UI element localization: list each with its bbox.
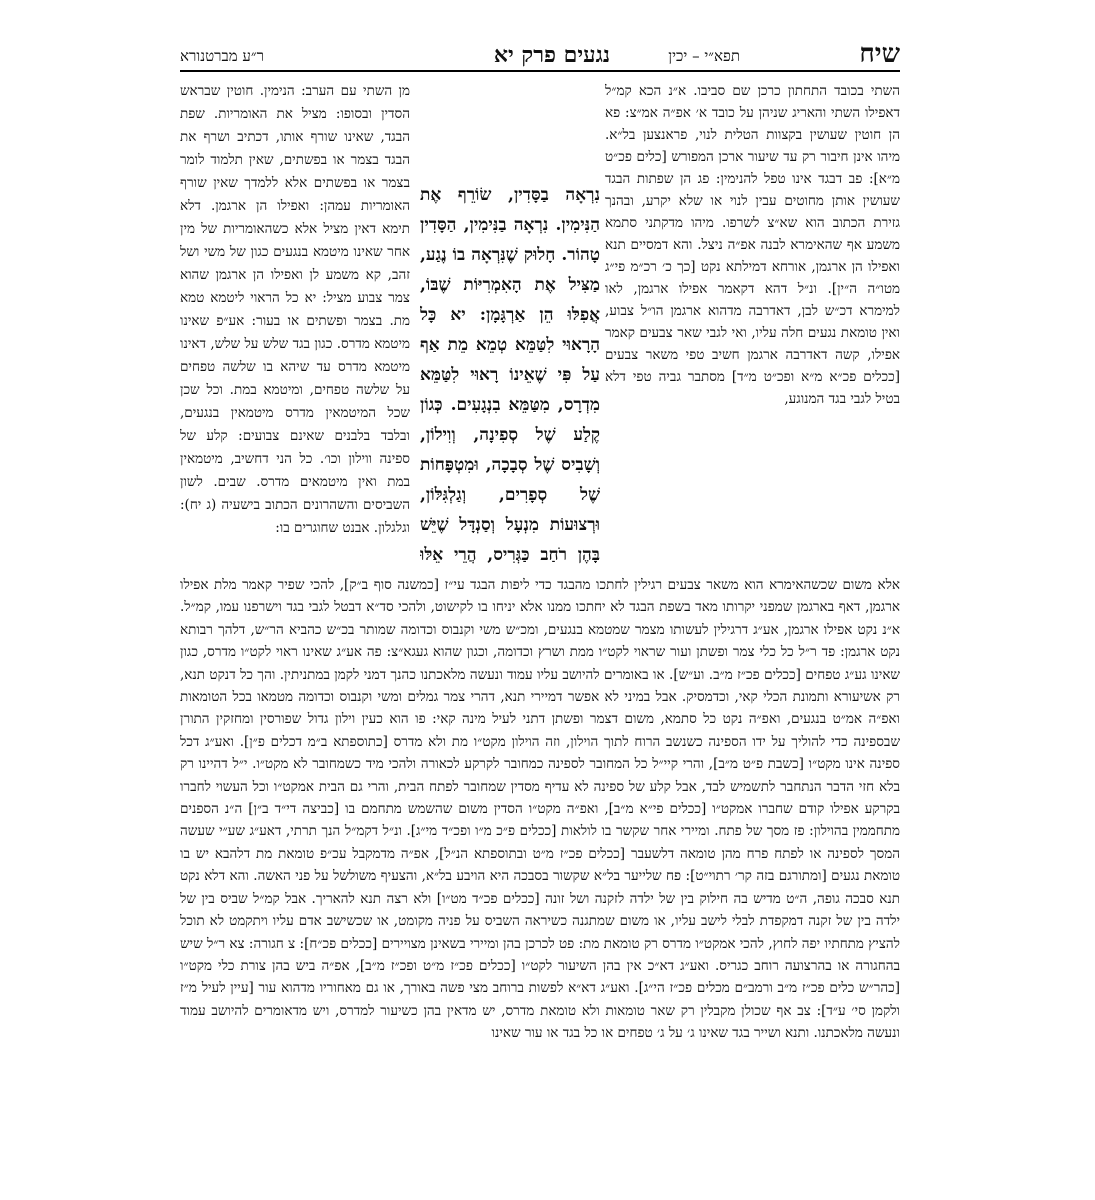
mishna-column [420,180,600,570]
running-header [180,36,900,72]
tiferet-bottom-text: אלא משום שכשהאימרא הוא משאר צבעים רגילין לחתכו מהבגד כדי ליפות הבגד עי״ז [כמשנה סוף ב״ק], להכי שפיר קאמר מלת אפילו ארגמן, דאף בארגמן שמפני יקרותו מאד בשפת הבגד לא יחתכו ממנו אלא יניחו בו לקישוט, ולהכי סד״א דבטל לגבי בגד וישרפנו עמו, קמ״ל. א״נ נקט אפילו ארגמן, אע״ג דרגילין לעשותו מצמר שמטמא בנגעים, ומכ״ש משי וקנבוס וכדומה שמותר בכ״ש כהביא הר״ש, דלהך רבותא נקט ארגמן: פד ר״ל כל כלי צמר ופשתן ועור שראוי לקט״ו ממת ושרץ וכדומה, וכגון שהוא געגא״צ: פה אע״ג שאינו ראוי לקט״ו מדרס, כגון שאינו גע״ג טפחים [ככלים פכ״ז מ״ב. וע״ש]. או באומרים להיושב עליו עמוד ונעשה מלאכתנו כהנך דמני לקמן במתניתין. והך כל דנקט תנא, רק אשיעורא ותמונת הכלי קאי, וכדמסיק. אבל במיני לא אפשר דמיירי תנא, דהרי צמר גמלים ומשי וקנבוס וכדומה מטמאו בכל הטומאות ואפ״ה אמ״ט בנגעים, ואפ״ה נקט כל סתמא, משום דצמר ופשתן דתני לעיל מינה קאי: פו הוא כעין וילון גדול שפורסין ומחזקין התורן שבספינה כדי להוליך על ידו הספינה כשנשב הרוח לתוך הוילון, וזה הוילון מקט״ו מת ולא מדרס [כתוספתא ב״מ דכלים פ״ן]. ואע״ג דכל ספינה אינו מקט״ו [כשבת פ״ט מ״ב], והרי קיי״ל כל המחובר לספינה כמחובר לקרקע לכאורה ולהכי מיד כשמחובר לא מקט״ו. י״ל דהיינו רק בלא חזי הדבר הנתחבר לתשמיש לבד, אבל קלע של ספינה לא עדיף מסדין שמחובר לפתח הבית, והרי גם הבית אמקט״ו וכל העשוי לחברו בקרקע אפילו קודם שחברו אמקט״ו [ככלים פי״א מ״ב], ואפ״ה מקט״ו הסדין משום שהשמש מתחמם בו [כביצה די״ד ב״ן] ה״נ הספנים מתחממין בהוילון: פז מסך של פתח. ומיירי אחר שקשר בו לולאות [ככלים פ״כ מ״ו ופכ״ד מי״ג]. ונ״ל דקמ״ל הנך תרתי, דאע״ג שע״י שעשה המסך לספינה או לפתח פרח מהן טומאה דלשעבר [ככלים פכ״ז מ״ט ובתוספתא הנ״ל], אפ״ה מדמקבל עכ״פ טומאת מת דלהבא יש בו טומאת נגעים [ומתורגם בזה קר׳ רתוי״ט]: פח שלייער בל״א שקשור בסבכה היא הויבע בל״א, והצעיף משולשל על פני האשה. והא דלא נקט תנא סבכה גופה, ה״ט מדיש בה חילוק בין של ילדה לזקנה ושל זונה [ככלים פכ״ד מט״ו] ולא רצה תנא להאריך. אבל קמ״ל שביס בין של ילדה בין של זקנה דמקפדת לבלי לישב עליו, או משום שמתגנה כשיראה השביס על פניה מקומט, או שכשישב אדם עליו ויתקמט לא תוכל להציץ מתחתיו יפה לחוץ, להכי אמקט״ו מדרס רק טומאת מת: פט לכרכן בהן ומיירי בשאינן מצויירים [ככלים פכ״ח]: צ חגורה: צא ר״ל שיש בהחגורה או בהרצועה רוחב כגריס. ואע״ג דא״כ אין בהן השיעור לקט״ו [ככלים פכ״ז מ״ט ופכ״ז מ״ב], אפ״ה ביש בהן צורת כלי מקט״ו [כהר״ש כלים פכ״ז מ״ב ורמב״ם מכלים פכ״ז הי״ג]. ואע״ג דא״א לפשות ברוחב מצי פשה באורך, או גם מאחוריו מדהוא עור [עיין לעיל מ״ז ולקמן סי׳ ע״ד]: צב אף שכולן מקבלין רק שאר טומאות ולא טומאת מדרס, יש מדאין בהן כשיעור למדרס, ויש מדאומרים להיושב עמוד ונעשה מלאכתנו. ותנא ושייר בגד שאינו ג׳ על ג׳ טפחים או כל בגד או עור שאינו [180,577,900,1042]
commentary-range: תפא״י – יכין [668,47,740,65]
bartenura-column [180,80,410,580]
tiferet-top-text: השתי בכובד התחתון כרכן שם סביבו. א״נ הכא קמ״ל דאפילו השתי והאריג שניהן על כובד א׳ אפ״ה אמ״צ: פא הן חוטין שעושין בקצוות הטלית לנוי, פראנצען בל״א. מיהו אינן חיבור רק עד שיעור ארכן המפורש [כלים פכ״ט מ״א]: פב דבגד אינו טפל להנימין: פג הן שפתות הבגד שעושין אותן מחוטים עבין לנוי או שלא יקרע, ובהנך גזירת הכתוב הוא שא״צ לשרפו. מיהו מדקתני סתמא משמע אף שהאימרא לבנה אפ״ה ניצל. והא דמסיים תנא ואפילו הן ארגמן, אורחא דמילתא נקט [כך כ׳ רכ״מ פי״ג מטו״ה ה״ין]. ונ״ל דהא דקאמר אפילו ארגמן, לאו למימרא דכ״ש לבן, דאדרבה מדהוא ארגמן הו״ל צבוע, ואין טומאת נגעים חלה עליו, ואי לגבי שאר צבעים קאמר אפילו, קשה דאדרבה ארגמן חשיב טפי משאר צבעים [ככלים פכ״א מ״א ופכ״ט מ״ד] מסתבר גביה טפי דלא בטיל לגבי בגד המנוגע, [605,83,900,407]
tiferet-yisrael-bottom-block [180,574,900,1164]
bartenura-text: מן השתי עם הערב: הנימין. חוטין שבראש הסדין ובסופו: מציל את האומריות. שפת הבגד, שאינו שורף אותו, דכתיב ושרף את הבגד בצמר או בפשתים, שאין תלמוד לומר בצמר או בפשתים אלא ללמדך שאין שורף האומריות עמהן: ואפילו הן ארגמן. דלא תימא דאין מציל אלא כשהאומריות של מין אחר שאינו מיטמא בנגעים כגון של משי ושל זהב, קא משמע לן ואפילו הן ארגמן שהוא צמר צבוע מציל: יא כל הראוי ליטמא טמא מת. בצמר ופשתים או בעור: אע״פ שאינו מיטמא מדרס. כגון בגד שלש על שלש, דאינו מיטמא מדרס עד שיהא בו שלשה טפחים על שלשה טפחים, ומיטמא במת. וכל שכן שכל המיטמאין מדרס מיטמאין בנגעים, ובלבד בלבנים שאינם צבועים: קלע של ספינה ווילון וכו׳. כל הני דחשיב, מיטמאין במת ואין מיטמאים מדרס. שבים. לשון השביסים והשהרונים הכתוב בישעיה (ג יח): וגלגלון. אבנט שחוגרים בו: [180,83,410,536]
commentary-name: ר״ע מברטנורא [180,47,264,65]
chapter-title: נגעים פרק יא [493,42,610,68]
folio-number: שיח [859,39,900,69]
tiferet-yisrael-top-column [605,80,900,580]
mishna-text: נִרְאָה בַסָּדִין, שׂוֹרֵף אֶת הַנִּימִין. נִרְאָה בַנִּימִין, הַסָּדִין טָהוֹר. חָלוּק שֶׁנִּרְאָה בוֹ נֶגַע, מַצִּיל אֶת הָאִמְרִיּוֹת שֶׁבּוֹ, אֲפִלּוּ הֵן אַרְגָּמָן: יא כָּל הָרָאוּי לִטַּמֵּא טְמֵא מֵת אַף עַל פִּי שֶׁאֵינוֹ רָאוּי לִטַּמֵּא מִדְרָס, מִטַּמֵּא בִנְגָעִים. כְּגוֹן קֶלַע שֶׁל סְפִינָה, וְוִילוֹן, וְשָׁבִיס שֶׁל סְבָכָה, וּמִטְפָּחוֹת שֶׁל סְפָרִים, וְגַלְגִּלּוֹן, וּרְצוּעוֹת מִנְעָל וְסַנְדָּל שֶׁיֵּשׁ בָּהֶן רֹחַב כַּגְּרִיס, הֲרֵי אֵלּוּ [420,185,600,565]
